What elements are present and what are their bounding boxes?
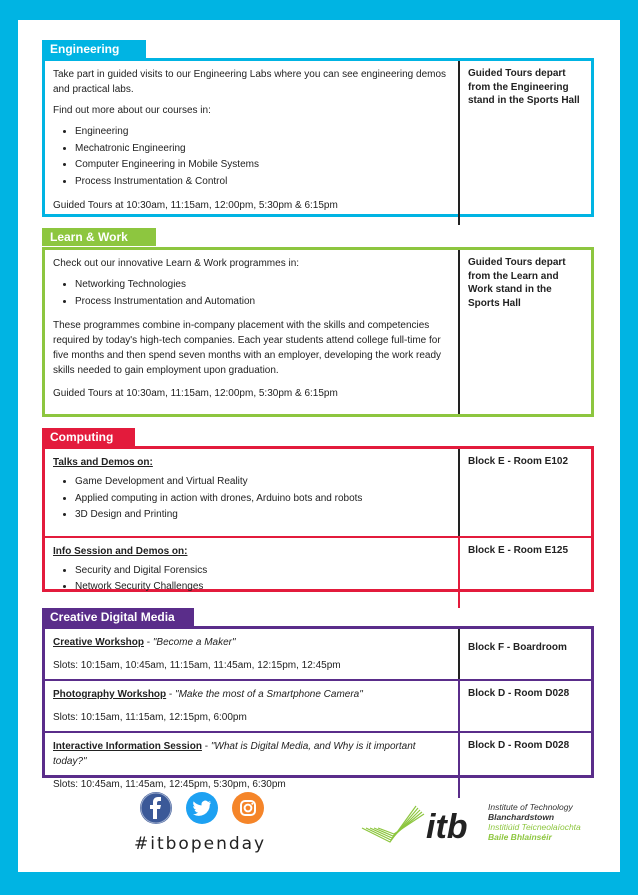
computing-talks-location: Block E - Room E102 (458, 449, 591, 536)
creative-session-location: Block D - Room D028 (458, 733, 591, 798)
creative-session-tagline: "Make the most of a Smartphone Camera" (175, 689, 363, 700)
facebook-icon[interactable] (140, 792, 172, 824)
footer (18, 786, 620, 866)
computing-talks-heading: Talks and Demos on: (53, 457, 153, 468)
creative-session-location: Block F - Boardroom (458, 629, 591, 679)
logo-line-2: Blanchardstown (488, 812, 555, 822)
logo-line-1: Institute of Technology (488, 802, 573, 812)
computing-info-location: Block E - Room E125 (458, 538, 591, 608)
engineering-side-note: Guided Tours depart from the Engineering stand in the Sports Hall (458, 61, 591, 225)
engineering-course-list (53, 124, 450, 190)
learn-work-title: Learn & Work (42, 228, 156, 246)
list-item: • Security and Digital Forensics (75, 563, 450, 580)
creative-session-tagline: "What is Digital Media, and Why is it important today?" (53, 741, 416, 767)
itb-logo (360, 798, 486, 853)
engineering-title: Engineering (42, 40, 146, 58)
list-item: • Networking Technologies (75, 277, 450, 294)
list-item: • Process Instrumentation and Automation (75, 294, 450, 311)
list-item: • Mechatronic Engineering (75, 141, 450, 158)
computing-talks (45, 449, 458, 536)
learn-work-box (42, 247, 594, 417)
logo-line-3: Institiúid Teicneolaíochta (488, 822, 581, 832)
instagram-icon[interactable] (232, 792, 264, 824)
computing-title: Computing (42, 428, 135, 446)
creative-session (45, 681, 458, 731)
creative-session-separator: - (201, 741, 211, 752)
list-item: • Engineering (75, 124, 450, 141)
computing-info (45, 538, 458, 608)
learn-work-tours: Guided Tours at 10:30am, 11:15am, 12:00pm, 5:30pm & 6:15pm (53, 388, 338, 399)
creative-session-tagline: "Become a Maker" (152, 637, 236, 648)
svg-text:itb: itb (426, 808, 468, 846)
learn-work-main (45, 250, 458, 414)
hashtag: #itbopenday (134, 834, 267, 854)
creative-session-name: Interactive Information Session (53, 741, 202, 752)
list-item: • Process Instrumentation & Control (75, 174, 450, 191)
computing-talks-list (53, 474, 450, 524)
computing-info-list (53, 563, 450, 596)
engineering-find-more: Find out more about our courses in: (53, 105, 211, 116)
creative-session-separator: - (166, 689, 176, 700)
engineering-box (42, 58, 594, 217)
creative-box (42, 626, 594, 790)
creative-session-name: Photography Workshop (53, 689, 167, 700)
creative-session-slots: Slots: 10:15am, 11:15am, 12:15pm, 6:00pm (53, 712, 247, 723)
creative-session-separator: - (143, 637, 153, 648)
list-item: • Applied computing in action with drones, Arduino bots and robots (75, 491, 450, 508)
creative-session-slots: Slots: 10:15am, 10:45am, 11:15am, 11:45am, 12:15pm, 12:45pm (53, 660, 341, 671)
engineering-tours: Guided Tours at 10:30am, 11:15am, 12:00pm, 5:30pm & 6:15pm (53, 200, 338, 211)
engineering-intro: Take part in guided visits to our Engineering Labs where you can see engineering demos and practical labs. (53, 69, 447, 95)
list-item: • Computer Engineering in Mobile Systems (75, 157, 450, 174)
list-item: • 3D Design and Printing (75, 507, 450, 524)
list-item: • Game Development and Virtual Reality (75, 474, 450, 491)
page (18, 20, 620, 872)
computing-box (42, 446, 594, 592)
twitter-icon[interactable] (186, 792, 218, 824)
learn-work-intro: Check out our innovative Learn & Work programmes in: (53, 258, 300, 269)
learn-work-side-note: Guided Tours depart from the Learn and Work stand in the Sports Hall (458, 250, 591, 414)
list-item: • Network Security Challenges (75, 579, 450, 596)
engineering-main (45, 61, 458, 225)
creative-title: Creative Digital Media (42, 608, 194, 626)
logo-line-4: Baile Bhlainséir (488, 832, 552, 842)
learn-work-programme-list (53, 277, 450, 310)
creative-session (45, 629, 458, 679)
computing-info-heading: Info Session and Demos on: (53, 545, 188, 557)
creative-session-location: Block D - Room D028 (458, 681, 591, 731)
creative-session-slots: Slots: 10:45am, 11:45am, 12:45pm, 5:30pm, 6:30pm (53, 779, 286, 790)
itb-logo-text (488, 802, 581, 842)
learn-work-description: These programmes combine in-company placement with the skills and competencies required by today's high-tech companies. Each year students attend college full-time for five months and then spend seven months with an employer, developing the work ready skills needed to gain employment upon graduation. (53, 320, 442, 376)
creative-session-name: Creative Workshop (53, 637, 144, 648)
